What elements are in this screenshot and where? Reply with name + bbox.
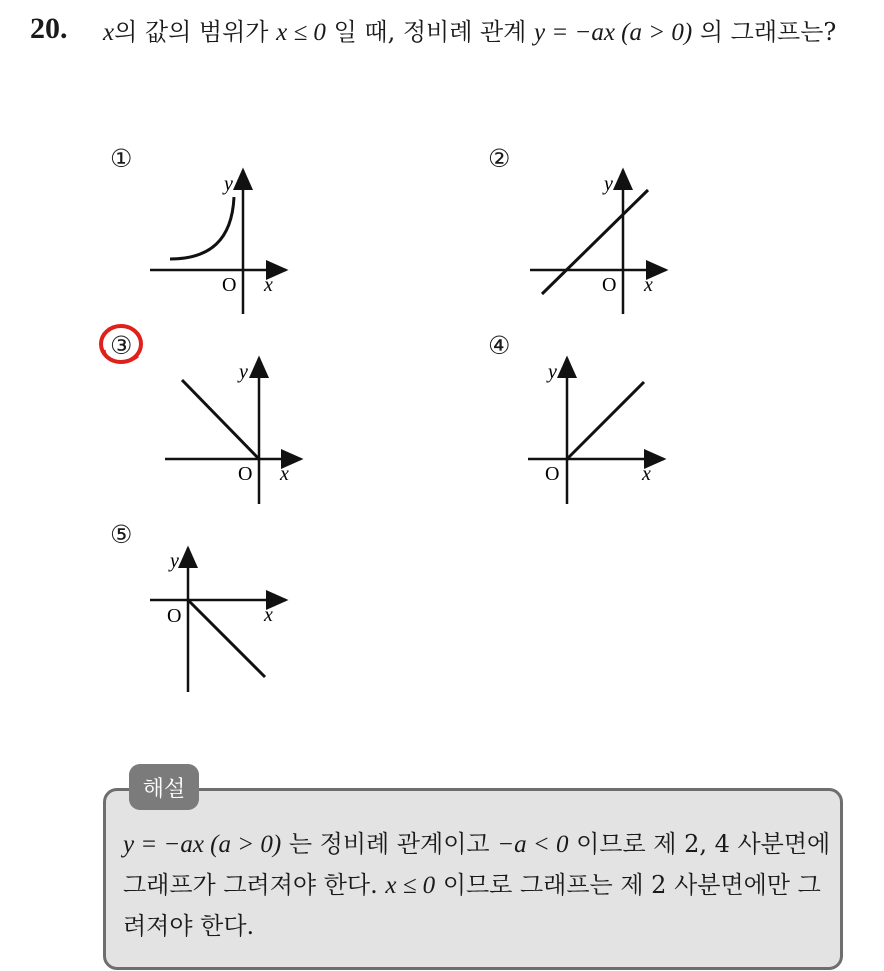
origin-label: O [238, 463, 253, 485]
x-axis-label: x [644, 274, 653, 296]
choice-2-label[interactable]: ② [488, 144, 511, 173]
x-axis-label: x [642, 463, 651, 485]
x-axis-label: x [264, 274, 273, 296]
choice-4-label[interactable]: ④ [488, 331, 511, 360]
choice-3-graph [155, 352, 315, 512]
origin-label: O [222, 274, 237, 296]
y-axis-label: y [239, 361, 248, 383]
origin-label: O [167, 605, 182, 627]
question-text: x의 값의 범위가 x ≤ 0 일 때, 정비례 관계 y = −ax (a > 0) 의 그래프는? [103, 18, 837, 46]
y-axis-label: y [224, 173, 233, 195]
choice-2-graph [520, 162, 680, 322]
choice-4-graph [520, 352, 680, 512]
solution-text: y = −ax (a > 0) 는 정비례 관계이고 −a < 0 이므로 제 2, 4 사분면에 그래프가 그려져야 한다. x ≤ 0 이므로 그래프는 제 2 사분면에만 그려져야 한다. [123, 830, 831, 940]
graph-line [567, 382, 644, 459]
y-axis-label: y [548, 361, 557, 383]
choice-3-label[interactable]: ③ [110, 331, 133, 360]
graph-line [542, 190, 648, 294]
choice-5-graph [140, 540, 300, 700]
y-axis-label: y [604, 173, 613, 195]
choice-1-graph [140, 162, 300, 322]
question-number: 20. [30, 12, 68, 45]
choice-1-label[interactable]: ① [110, 144, 133, 173]
y-axis-label: y [170, 550, 179, 572]
solution-tag: 해설 [129, 764, 199, 810]
graph-line [182, 380, 259, 459]
origin-label: O [545, 463, 560, 485]
origin-label: O [602, 274, 617, 296]
graph-curve [170, 197, 234, 259]
x-axis-label: x [264, 604, 273, 626]
x-axis-label: x [280, 463, 289, 485]
graph-line [188, 600, 265, 677]
choice-5-label[interactable]: ⑤ [110, 520, 133, 549]
